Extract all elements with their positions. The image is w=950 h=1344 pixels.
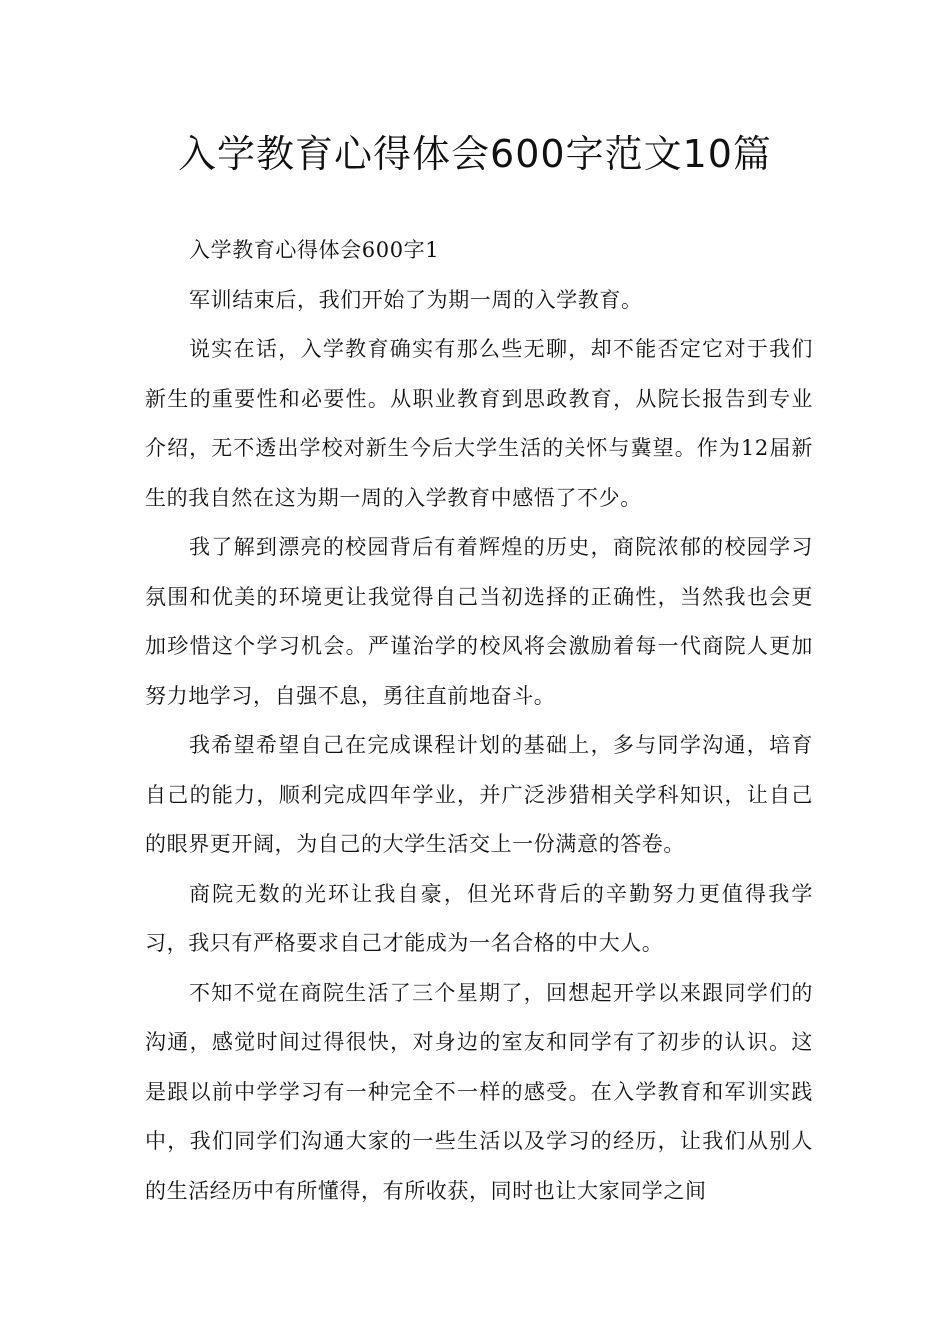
paragraph-4: 我希望希望自己在完成课程计划的基础上，多与同学沟通，培育自己的能力，顺利完成四年学业，并广泛涉猎相关学科知识，让自己的眼界更开阔，为自己的大学生活交上一份满意的答卷。 [145, 733, 813, 856]
paragraph-2: 说实在话，入学教育确实有那么些无聊，却不能否定它对于我们新生的重要性和必要性。从职业教育到思政教育，从院长报告到专业介绍，无不透出学校对新生今后大学生活的关怀与冀望。作为12届新生的我自然在这为期一周的入学教育中感悟了不少。 [145, 337, 813, 510]
paragraph-1: 军训结束后，我们开始了为期一周的入学教育。 [189, 287, 643, 312]
paragraph-5: 商院无数的光环让我自豪，但光环背后的辛勤努力更值得我学习，我只有严格要求自己才能成为一名合格的中大人。 [145, 881, 813, 955]
paragraph-3: 我了解到漂亮的校园背后有着辉煌的历史，商院浓郁的校园学习氛围和优美的环境更让我觉得自己当初选择的正确性，当然我也会更加珍惜这个学习机会。严谨治学的校风将会激励着每一代商院人更加努力地学习，自强不息，勇往直前地奋斗。 [145, 535, 813, 708]
document-title: 入学教育心得体会600字范文10篇 [178, 132, 772, 176]
section-heading: 入学教育心得体会600字1 [189, 238, 440, 262]
document-body [145, 226, 813, 1216]
paragraph-6: 不知不觉在商院生活了三个星期了，回想起开学以来跟同学们的沟通，感觉时间过得很快，对身边的室友和同学有了初步的认识。这是跟以前中学学习有一种完全不一样的感受。在入学教育和军训实践中，我们同学们沟通大家的一些生活以及学习的经历，让我们从别人的生活经历中有所懂得，有所收获，同时也让大家同学之间 [145, 980, 813, 1203]
